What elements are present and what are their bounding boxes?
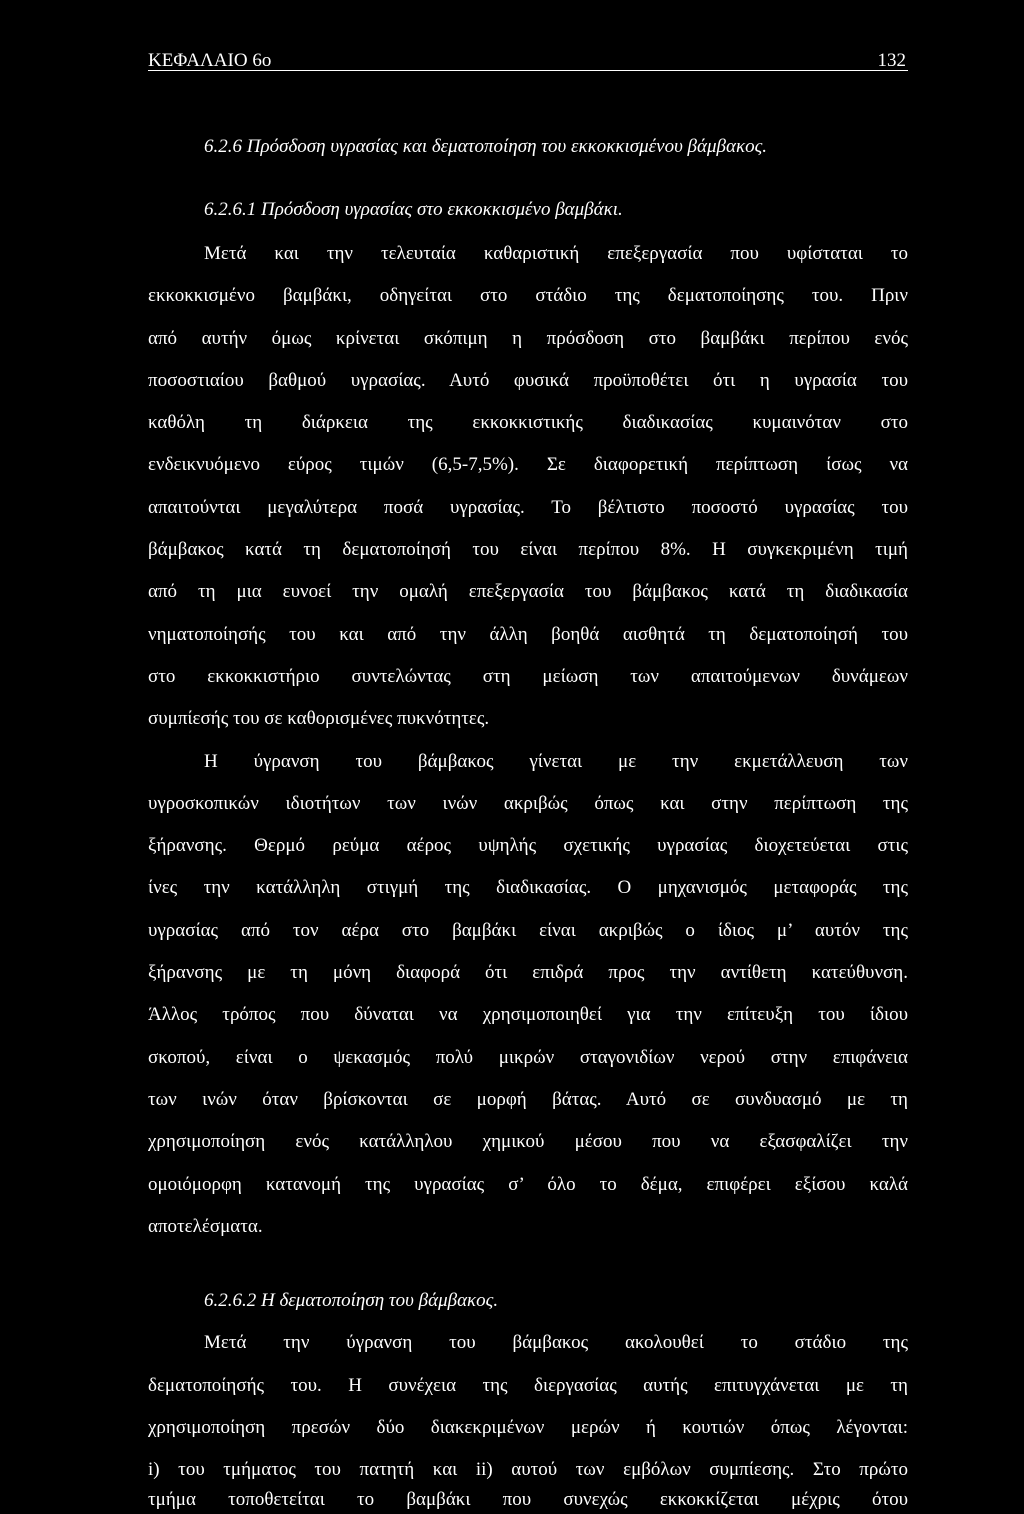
page-number: 132 <box>877 50 906 71</box>
paragraph-line: από αυτήν όμως κρίνεται σκόπιμη η πρόσδοση στο βαμβάκι περίπου ενός <box>148 328 908 349</box>
paragraph-line: χρησιμοποίηση ενός κατάλληλου χημικού μέσου που να εξασφαλίζει την <box>148 1131 908 1152</box>
paragraph-line: καθόλη τη διάρκεια της εκκοκκιστικής διαδικασίας κυμαινόταν στο <box>148 412 908 433</box>
paragraph-line: υγροσκοπικών ιδιοτήτων των ινών ακριβώς όπως και στην περίπτωση της <box>148 793 908 814</box>
paragraph-line: δεματοποίησής του. Η συνέχεια της διεργασίας αυτής επιτυγχάνεται με τη <box>148 1375 908 1396</box>
paragraph-line: υγρασίας από τον αέρα στο βαμβάκι είναι ακριβώς ο ίδιος μ’ αυτόν της <box>148 920 908 941</box>
section-heading: 6.2.6 Πρόσδοση υγρασίας και δεματοποίηση του εκκοκκισμένου βάμβακος. <box>204 136 768 157</box>
paragraph-line: Μετά την ύγρανση του βάμβακος ακολουθεί το στάδιο της <box>204 1332 908 1353</box>
paragraph-line: ποσοστιαίου βαθμού υγρασίας. Αυτό φυσικά προϋποθέτει ότι η υγρασία του <box>148 370 908 391</box>
paragraph-line: ίνες την κατάλληλη στιγμή της διαδικασίας. Ο μηχανισμός μεταφοράς της <box>148 877 908 898</box>
subsection-heading-2: 6.2.6.2 Η δεματοποίηση του βάμβακος. <box>204 1290 499 1311</box>
header-rule <box>148 70 908 71</box>
paragraph-line: Άλλος τρόπος που δύναται να χρησιμοποιηθεί για την επίτευξη του ίδιου <box>148 1004 908 1025</box>
paragraph-line: ενδεικνυόμενο εύρος τιμών (6,5-7,5%). Σε διαφορετική περίπτωση ίσως να <box>148 454 908 475</box>
paragraph-line: i) του τμήματος του πατητή και ii) αυτού των εμβόλων συμπίεσης. Στο πρώτο <box>148 1459 908 1480</box>
paragraph-line: τμήμα τοποθετείται το βαμβάκι που συνεχώς εκκοκκίζεται μέχρις ότου <box>148 1489 908 1510</box>
paragraph-line: ξήρανσης. Θερμό ρεύμα αέρος υψηλής σχετικής υγρασίας διοχετεύεται στις <box>148 835 908 856</box>
paragraph-line: εκκοκκισμένο βαμβάκι, οδηγείται στο στάδιο της δεματοποίησης του. Πριν <box>148 285 908 306</box>
paragraph-line: Μετά και την τελευταία καθαριστική επεξεργασία που υφίσταται το <box>204 243 908 264</box>
paragraph-line: απαιτούνται μεγαλύτερα ποσά υγρασίας. Το βέλτιστο ποσοστό υγρασίας του <box>148 497 908 518</box>
subsection-heading-1: 6.2.6.1 Πρόσδοση υγρασίας στο εκκοκκισμένο βαμβάκι. <box>204 199 623 220</box>
paragraph-line: συμπίεσής του σε καθορισμένες πυκνότητες. <box>148 708 490 729</box>
paragraph-line: χρησιμοποίηση πρεσών δύο διακεκριμένων μερών ή κουτιών όπως λέγονται: <box>148 1417 908 1438</box>
paragraph-line: ομοιόμορφη κατανομή της υγρασίας σ’ όλο το δέμα, επιφέρει εξίσου καλά <box>148 1174 908 1195</box>
paragraph-line: νηματοποίησής του και από την άλλη βοηθά αισθητά τη δεματοποίησή του <box>148 624 908 645</box>
paragraph-line: από τη μια ευνοεί την ομαλή επεξεργασία του βάμβακος κατά τη διαδικασία <box>148 581 908 602</box>
paragraph-line: στο εκκοκκιστήριο συντελώντας στη μείωση των απαιτούμενων δυνάμεων <box>148 666 908 687</box>
paragraph-line: αποτελέσματα. <box>148 1216 263 1237</box>
paragraph-line: Η ύγρανση του βάμβακος γίνεται με την εκμετάλλευση των <box>204 751 908 772</box>
chapter-label: ΚΕΦΑΛΑΙΟ 6ο <box>148 50 272 71</box>
page-header <box>148 50 908 76</box>
paragraph-line: των ινών όταν βρίσκονται σε μορφή βάτας. Αυτό σε συνδυασμό με τη <box>148 1089 908 1110</box>
paragraph-line: βάμβακος κατά τη δεματοποίησή του είναι περίπου 8%. Η συγκεκριμένη τιμή <box>148 539 908 560</box>
paragraph-line: ξήρανσης με τη μόνη διαφορά ότι επιδρά προς την αντίθετη κατεύθυνση. <box>148 962 908 983</box>
paragraph-line: σκοπού, είναι ο ψεκασμός πολύ μικρών σταγονιδίων νερού στην επιφάνεια <box>148 1047 908 1068</box>
